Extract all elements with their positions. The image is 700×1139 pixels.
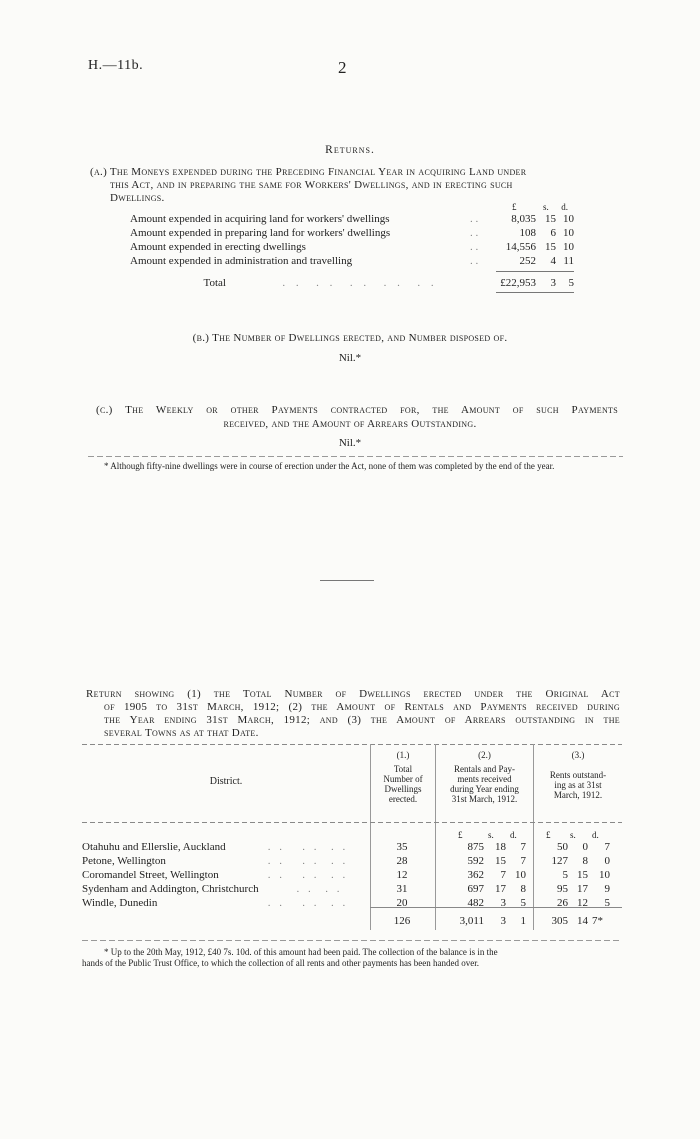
col3-header: (3.) Rents outstand- ing as at 31st March, 1912. [549,750,607,800]
section-b-value: Nil.* [338,352,362,364]
page-title: Returns. [325,144,375,156]
district-header: District. [209,776,243,787]
section-a-rows [130,212,575,268]
total-rule-bottom [496,292,574,293]
table-row: Petone, Wellington 28 592 15 7 127 8 0 [82,855,610,867]
section-a-heading: (a.) The Moneys expended during the Preceding Financial Year in acquiring Land under this Act, and in preparing the same for Workers' Dwellings, and in erecting such Dwellings. [90,166,527,204]
col1-header: (1.) Total Number of Dwellings erected. [383,750,423,804]
footnote-divider [88,456,623,457]
section-b-heading: (b.) The Number of Dwellings erected, and Number disposed of. [192,332,508,344]
expense-row: Amount expended in acquiring land for workers' dwellings . . 8,035 15 10 [130,213,574,225]
section-c-value: Nil.* [338,437,362,449]
table-row: Sydenham and Addington, Christchurch 31 697 17 8 95 17 9 [82,883,610,895]
section-divider [320,580,374,581]
dot-leaders: . . . . . . . . . . . . . . . . . . . . . . . . . . . . [262,841,349,909]
section-c-heading-line1: (c.) The Weekly or other Payments contracted for, the Amount of such Payments [96,404,618,416]
footnote-1: * Although fifty-nine dwellings were in course of erection under the Act, none of them was completed by the end of the year. [104,461,555,471]
section-a-total: Total . . . . . . . . . . £22,953 3 5 [203,277,574,289]
return-table: District. (1.) Total Number of Dwellings erected. (2.) Rentals and Pay- ments received during Year ending 31st March, 1912. (3.) Rents outstand- ing as at 31st March, 1912. £ s. d. £ s. d. Otahuhu and Ellerslie, Auckland 35 875 18 7 50 0 7 Petone, Wellington 28 592 15 7 127 8 0 Coromandel Street, Wellington 12 362 7 10 5 15 10 Sydenham and Addington, Christchurch 31 697 17 8 95 17 9 Windle, Dunedin 20 482 3 5 26 12 5 . . . . . . . . . . . . . . . . . . . . . . . . . . . . 126 3,011 3 1 305 14 7* [82,744,622,930]
footnote-2: * Up to the 20th May, 1912, £40 7s. 10d. of this amount had been paid. The collection of the balance is in the hands of the Public Trust Office, to which the collection of all rents and other payments has been handed over. [82,947,498,968]
return-heading: Return showing (1) the Total Number of Dwellings erected under the Original Act of 1905 to 31st March, 1912; (2) the Amount of Rentals and Payments received during the Year ending 31st March, 1912; and (3) the Amount of Arrears outstanding in the several Towns as at that Date. [86,688,620,739]
section-c-heading-line2: received, and the Amount of Arrears Outstanding. [223,418,477,430]
section-a-units: £ s. d. [512,202,568,212]
table-row: Windle, Dunedin 20 482 3 5 26 12 5 [82,897,610,909]
expense-row: Amount expended in erecting dwellings . . 14,556 15 10 [130,241,574,253]
document-reference: H.—11b. [88,58,144,73]
table-row: Otahuhu and Ellerslie, Auckland 35 875 18 7 50 0 7 [82,841,610,853]
total-rule-top [496,271,574,272]
col2-header: (2.) Rentals and Pay- ments received during Year ending 31st March, 1912. [450,750,519,804]
expense-row: Amount expended in administration and travelling . . 252 4 11 [130,255,574,267]
table-row: Coromandel Street, Wellington 12 362 7 10 5 15 10 [82,869,610,881]
expense-row: Amount expended in preparing land for workers' dwellings . . 108 6 10 [130,227,574,239]
footnote-divider-2 [82,940,622,941]
table-totals: 126 3,011 3 1 305 14 7* [393,915,603,927]
page-number: 2 [338,58,347,77]
